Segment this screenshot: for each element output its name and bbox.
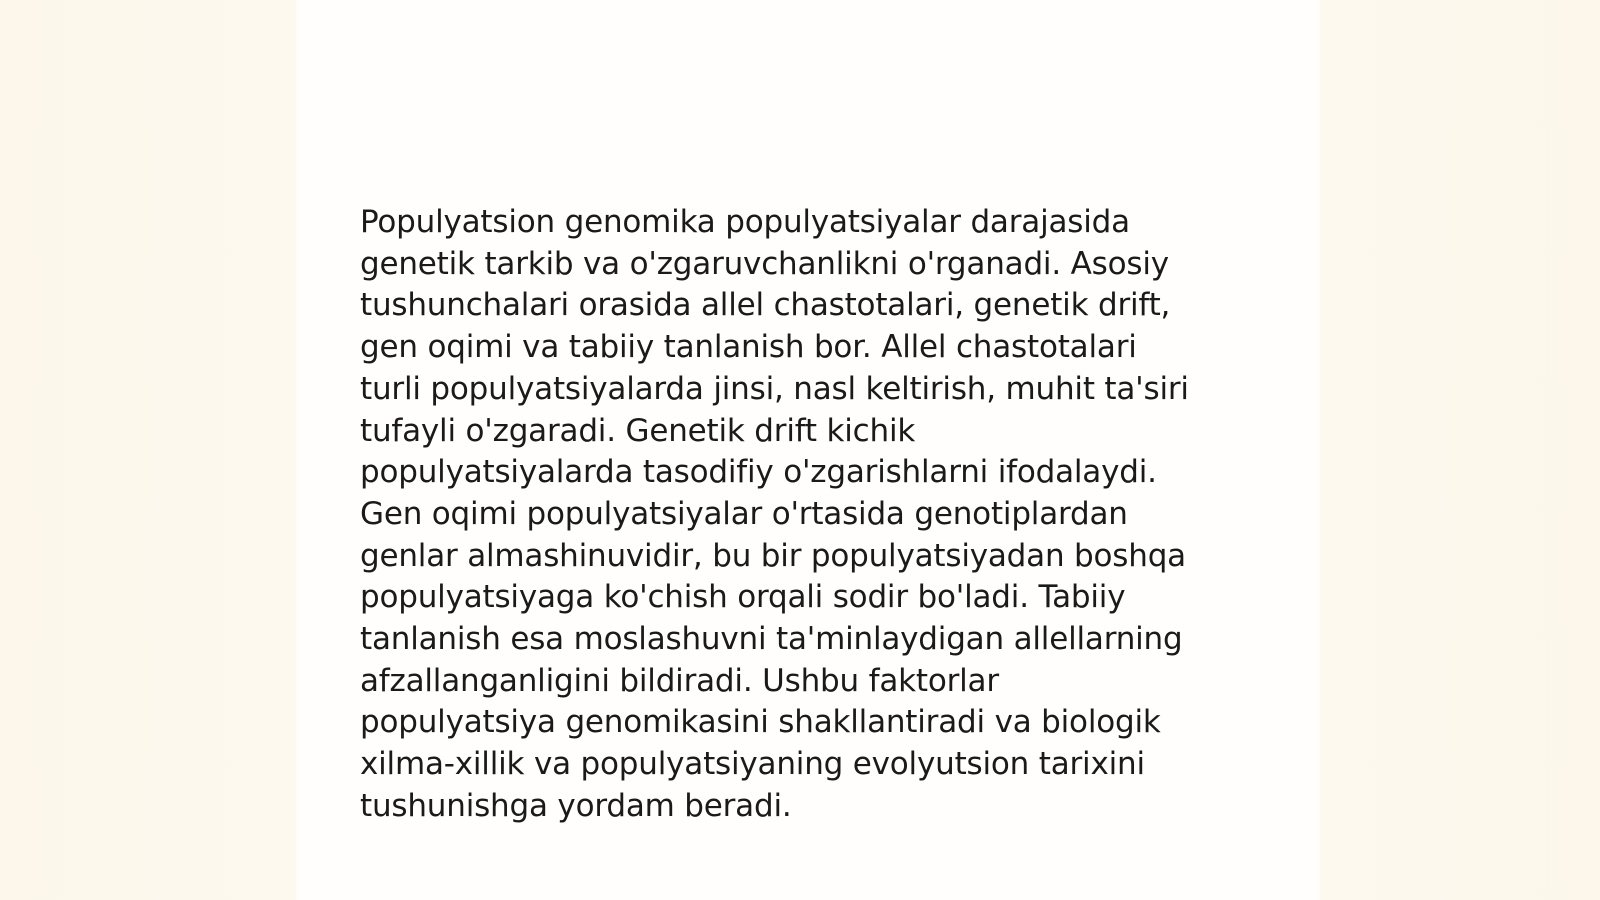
body-paragraph [360, 202, 1260, 828]
paragraph-line: genlar almashinuvidir, bu bir populyatsiyadan boshqa [360, 537, 1186, 574]
paragraph-line: populyatsiya genomikasini shakllantiradi va biologik [360, 704, 1161, 741]
paragraph-line: gen oqimi va tabiiy tanlanish bor. Allel chastotalari [360, 329, 1137, 366]
paragraph-line: tushunchalari orasida allel chastotalari, genetik drift, [360, 287, 1171, 324]
paragraph-line: populyatsiyaga ko'chish orqali sodir bo'ladi. Tabiiy [360, 579, 1126, 616]
paragraph-line: populyatsiyalarda tasodifiy o'zgarishlarni ifodalaydi. [360, 454, 1157, 491]
paragraph-line: Populyatsion genomika populyatsiyalar darajasida [360, 204, 1130, 240]
paragraph-line: Gen oqimi populyatsiyalar o'rtasida genotiplardan [360, 495, 1128, 532]
paragraph-line: tufayli o'zgaradi. Genetik drift kichik [360, 412, 916, 449]
paragraph-line: afzallanganligini bildiradi. Ushbu faktorlar [360, 662, 999, 699]
paragraph-line: genetik tarkib va o'zgaruvchanlikni o'rganadi. Asosiy [360, 245, 1169, 282]
paragraph-line: xilma-xillik va populyatsiyaning evolyutsion tarixini [360, 746, 1145, 783]
paragraph-line: tanlanish esa moslashuvni ta'minlaydigan allellarning [360, 621, 1183, 658]
document-page [296, 0, 1320, 900]
paragraph-line: tushunishga yordam beradi. [360, 787, 792, 824]
paragraph-line: turli populyatsiyalarda jinsi, nasl keltirish, muhit ta'siri [360, 370, 1189, 407]
